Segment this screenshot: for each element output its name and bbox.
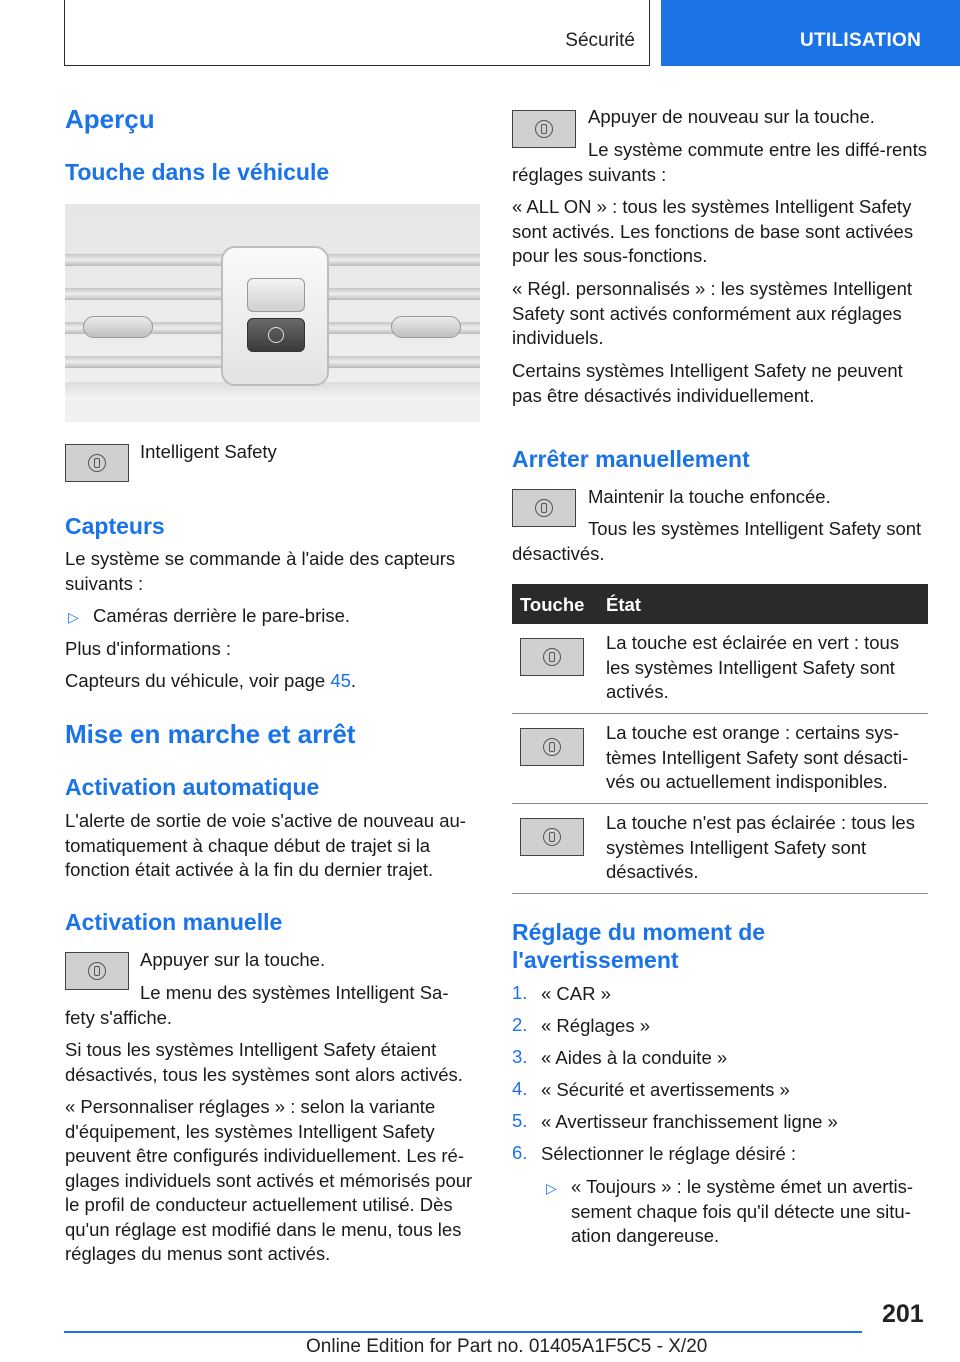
table-row (512, 624, 928, 714)
warning-timing-title: Réglage du moment de l'avertissement (512, 919, 766, 973)
manual-menu: Le menu des systèmes Intelligent Sa-fety s'affiche. (65, 982, 449, 1028)
table-cell-state: La touche est orange : certains sys-tèmes Intelligent Safety sont désacti-vés ou actuellement indisponibles. (606, 722, 909, 792)
table-cell-state: La touche est éclairée en vert : tous les systèmes Intelligent Safety sont activés. (606, 632, 900, 702)
auto-activation-text: L'alerte de sortie de voie s'active de nouveau au-tomatiquement à chaque début de trajet si la fonction était activée à la fin du dernier trajet. (65, 810, 466, 880)
step-item: « Aides à la conduite » (541, 1047, 728, 1068)
sensors-reference: Capteurs du véhicule, voir page 45. (65, 670, 357, 691)
button-caption: Intelligent Safety (140, 441, 277, 462)
manual-activation-title: Activation manuelle (65, 909, 283, 935)
sensors-text: Le système se commande à l'aide des capteurs suivants : (65, 548, 456, 594)
manual-text-3: « Personnaliser réglages » : selon la variante d'équipement, les systèmes Intelligent Safety peuvent être configurés individuellement. Les ré-glages individuels sont activés et mémorisés pour le profil de conducteur actuellement utilisé. Dès qu'un réglage est modifié dans le menu, tous les réglages du menus sont activés. (65, 1096, 473, 1264)
section-button-title: Touche dans le véhicule (65, 159, 330, 185)
table-cell-state: La touche n'est pas éclairée : tous les systèmes Intelligent Safety sont désactivés. (606, 812, 915, 882)
some-cannot-text: Certains systèmes Intelligent Safety ne peuvent pas être désactivés individuellement. (512, 360, 903, 406)
safety-button-orange-icon (520, 728, 584, 766)
custom-text: « Régl. personnalisés » : les systèmes Intelligent Safety sont activés conformément aux réglages individuels. (512, 278, 913, 348)
table-header-button: Touche (520, 594, 585, 615)
manual-press: Appuyer sur la touche. (140, 949, 326, 970)
sensors-title: Capteurs (65, 513, 165, 539)
all-off-text: Tous les systèmes Intelligent Safety sont désactivés. (512, 518, 922, 564)
header-chapter: UTILISATION (800, 30, 922, 51)
step-item: « CAR » (541, 983, 611, 1004)
press-again: Appuyer de nouveau sur la touche. (588, 106, 875, 127)
table-header (512, 584, 928, 624)
safety-button-green-icon (520, 638, 584, 676)
header-chapter-tab[interactable] (661, 0, 960, 66)
vent-button-photo (65, 204, 480, 422)
step-item: Sélectionner le réglage désiré : (541, 1143, 797, 1164)
step-number: 3. (512, 1046, 528, 1067)
step-number: 6. (512, 1142, 528, 1163)
step-number: 5. (512, 1110, 528, 1131)
step-item: « Sécurité et avertissements » (541, 1079, 790, 1100)
auto-activation-title: Activation automatique (65, 774, 320, 800)
step-number: 4. (512, 1078, 528, 1099)
table-row (512, 804, 928, 894)
header-section: Sécurité (565, 30, 635, 51)
onoff-title: Mise en marche et arrêt (65, 719, 356, 749)
hold-text: Maintenir la touche enfoncée. (588, 486, 831, 507)
header-section-box (64, 0, 650, 66)
button-state-table (512, 584, 928, 894)
step-item: « Réglages » (541, 1015, 651, 1036)
footer-edition: Online Edition for Part no. 01405A1F5C5 - X/20 (306, 1336, 708, 1357)
step-item: « Avertisseur franchissement ligne » (541, 1111, 838, 1132)
bullet-triangle-icon: ▷ (68, 609, 79, 625)
sub-bullet: « Toujours » : le système émet un avertis-sement chaque fois qu'il détecte une situ-ation dangereuse. (571, 1176, 914, 1246)
intelligent-safety-button-icon (65, 444, 129, 482)
switch-text: Le système commute entre les diffé-rents réglages suivants : (512, 139, 927, 185)
safety-button-off-icon (520, 818, 584, 856)
page-number: 201 (882, 1300, 924, 1328)
footer-divider (64, 1331, 862, 1333)
table-row (512, 714, 928, 804)
step-number: 2. (512, 1014, 528, 1035)
page-title: Aperçu (65, 104, 155, 134)
stop-manual-title: Arrêter manuellement (512, 446, 750, 472)
manual-text-2: Si tous les systèmes Intelligent Safety étaient désactivés, tous les systèmes sont alors activés. (65, 1039, 463, 1085)
table-header-state: État (606, 594, 641, 615)
bullet-triangle-icon: ▷ (546, 1180, 557, 1196)
sensors-page-link[interactable]: 45 (330, 670, 351, 691)
step-number: 1. (512, 982, 528, 1003)
sensors-bullet: Caméras derrière le pare-brise. (93, 605, 351, 626)
more-info-label: Plus d'informations : (65, 638, 231, 659)
all-on-text: « ALL ON » : tous les systèmes Intelligent Safety sont activés. Les fonctions de base sont activées pour les sous-fonctions. (512, 196, 914, 266)
